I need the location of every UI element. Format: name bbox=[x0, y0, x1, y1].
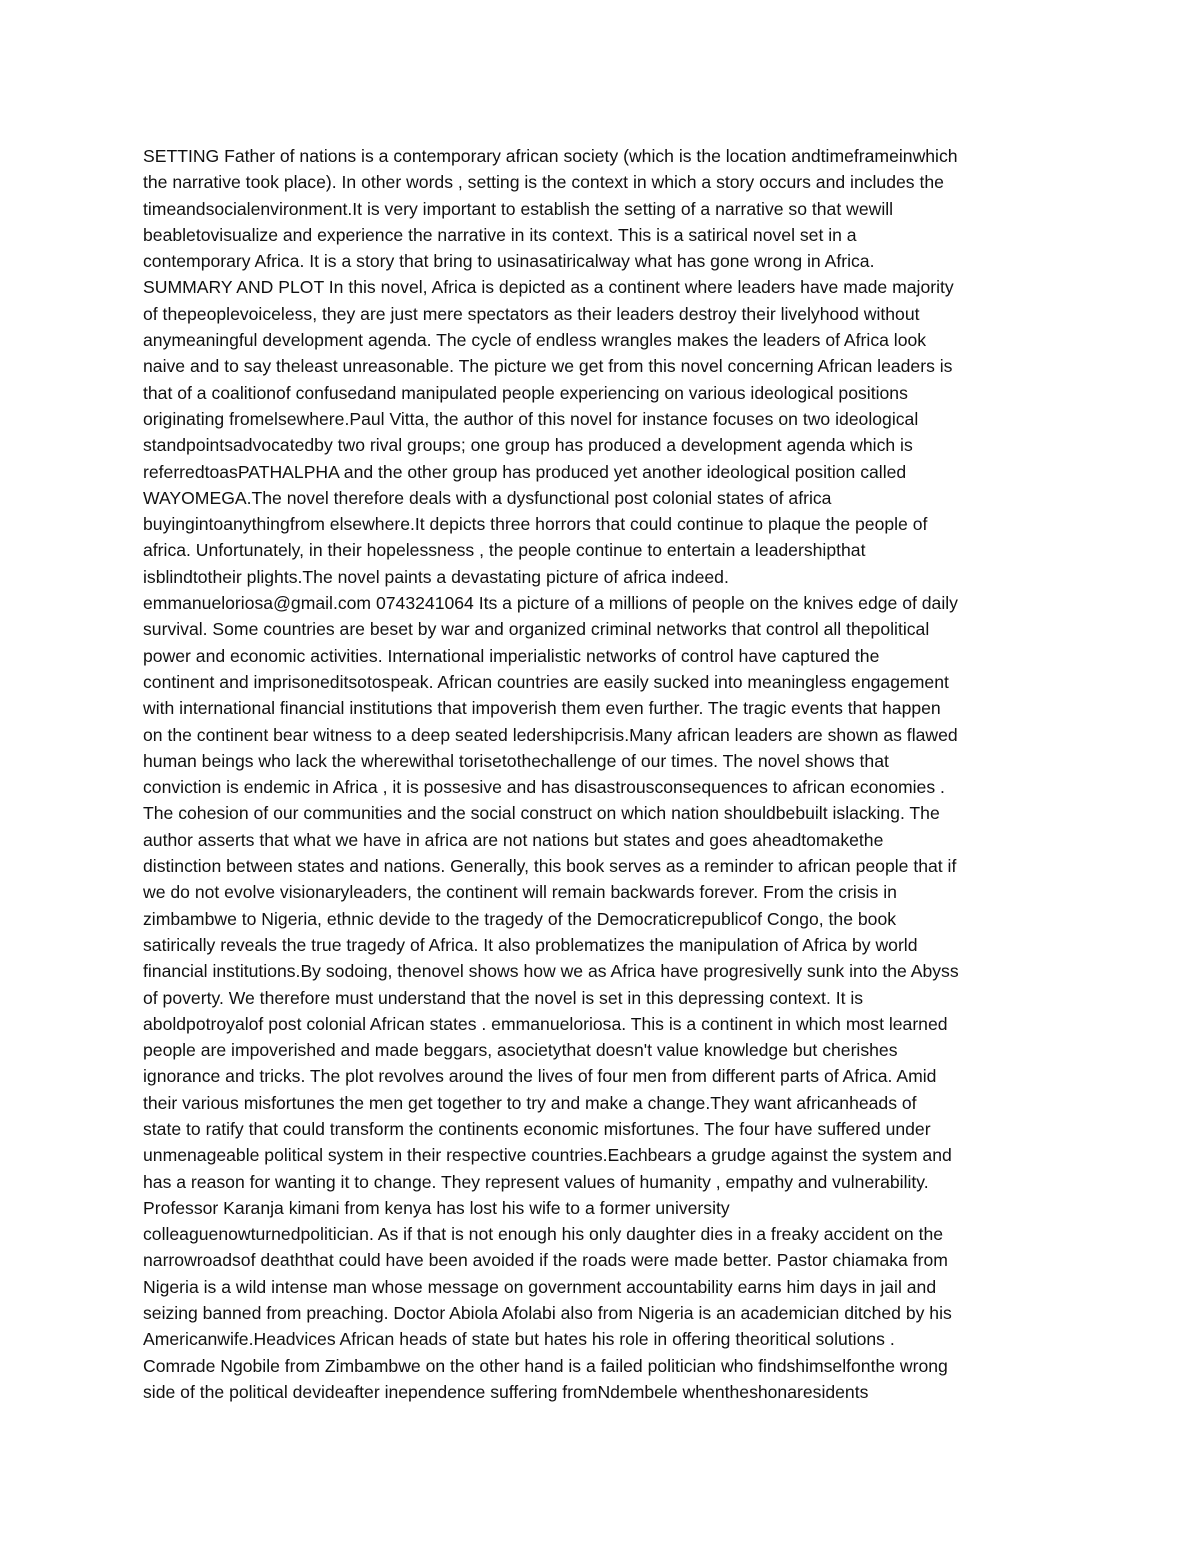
text-line: anymeaningful development agenda. The cycle of endless wrangles makes the leaders of Africa look bbox=[143, 330, 927, 351]
text-line: SETTING Father of nations is a contemporary african society (which is the location andtimeframeinwhich bbox=[143, 146, 958, 166]
text-line: with international financial institutions that impoverish them even further. The tragic events that happen bbox=[143, 698, 941, 719]
text-line: beabletovisualize and experience the narrative in its context. This is a satirical novel set in a bbox=[143, 224, 857, 245]
text-line: naive and to say theleast unreasonable. The picture we get from this novel concerning African leaders is bbox=[143, 356, 953, 377]
text-line: people are impoverished and made beggars, asocietythat doesn't value knowledge but cherishes bbox=[143, 1040, 898, 1061]
text-line: narrowroadsof deaththat could have been avoided if the roads were made better. Pastor chiamaka from bbox=[143, 1250, 948, 1271]
text-line: conviction is endemic in Africa , it is possesive and has disastrousconsequences to african economies . bbox=[143, 777, 945, 798]
text-line: has a reason for wanting it to change. They represent values of humanity , empathy and vulnerability. bbox=[143, 1171, 929, 1192]
text-line: ignorance and tricks. The plot revolves around the lives of four men from different parts of Africa. Amid bbox=[143, 1066, 937, 1087]
text-line: financial institutions.By sodoing, thenovel shows how we as Africa have progresivelly sunk into the Abyss bbox=[143, 961, 959, 982]
text-line: contemporary Africa. It is a story that bring to usinasatiricalway what has gone wrong in Africa. bbox=[143, 251, 875, 272]
text-line: colleaguenowturnedpolitician. As if that is not enough his only daughter dies in a freaky accident on the bbox=[143, 1224, 944, 1245]
text-line: isblindtotheir plights.The novel paints a devastating picture of africa indeed. bbox=[143, 566, 729, 587]
text-line: survival. Some countries are beset by war and organized criminal networks that control all thepolitical bbox=[143, 619, 930, 640]
text-line: satirically reveals the true tragedy of Africa. It also problematizes the manipulation of Africa by world bbox=[143, 934, 918, 955]
text-line: Comrade Ngobile from Zimbambwe on the other hand is a failed politician who findshimselfonthe wrong bbox=[143, 1355, 948, 1376]
text-line: side of the political devideafter inependence suffering fromNdembele whentheshonaresidents bbox=[143, 1381, 869, 1402]
text-line: referredtoasPATHALPHA and the other group has produced yet another ideological position called bbox=[143, 461, 907, 482]
text-line: their various misfortunes the men get together to try and make a change.They want africanheads of bbox=[143, 1092, 917, 1113]
text-line: SUMMARY AND PLOT In this novel, Africa is depicted as a continent where leaders have made majority bbox=[143, 277, 954, 298]
text-line: standpointsadvocatedby two rival groups; one group has produced a development agenda which is bbox=[143, 435, 913, 456]
text-line: originating fromelsewhere.Paul Vitta, the author of this novel for instance focuses on two ideological bbox=[143, 408, 919, 429]
text-line: unmenageable political system in their respective countries.Eachbears a grudge against the system and bbox=[143, 1145, 952, 1166]
body-text bbox=[143, 143, 1073, 1405]
text-line: author asserts that what we have in africa are not nations but states and goes aheadtomakethe bbox=[143, 829, 884, 850]
text-line: distinction between states and nations. Generally, this book serves as a reminder to african people that if bbox=[143, 856, 957, 877]
text-line: that of a coalitionof confusedand manipulated people experiencing on various ideological positions bbox=[143, 382, 908, 403]
text-line: Nigeria is a wild intense man whose message on government accountability earns him days in jail and bbox=[143, 1276, 937, 1297]
text-line: the narrative took place). In other words , setting is the context in which a story occurs and includes the bbox=[143, 172, 944, 193]
text-line: we do not evolve visionaryleaders, the continent will remain backwards forever. From the crisis in bbox=[143, 882, 897, 903]
text-line: emmanueloriosa@gmail.com 0743241064 Its a picture of a millions of people on the knives edge of daily bbox=[143, 593, 958, 614]
text-line: state to ratify that could transform the continents economic misfortunes. The four have suffered under bbox=[143, 1118, 931, 1139]
text-line: seizing banned from preaching. Doctor Abiola Afolabi also from Nigeria is an academician ditched by his bbox=[143, 1303, 952, 1324]
text-line: of poverty. We therefore must understand that the novel is set in this depressing context. It is bbox=[143, 987, 864, 1008]
text-line: The cohesion of our communities and the social construct on which nation shouldbebuilt islacking. The bbox=[143, 803, 940, 824]
text-line: Professor Karanja kimani from kenya has lost his wife to a former university bbox=[143, 1197, 730, 1218]
text-line: on the continent bear witness to a deep seated ledershipcrisis.Many african leaders are shown as flawed bbox=[143, 724, 958, 745]
text-line: africa. Unfortunately, in their hopelessness , the people continue to entertain a leadershipthat bbox=[143, 540, 866, 561]
text-line: zimbambwe to Nigeria, ethnic devide to the tragedy of the Democraticrepublicof Congo, the book bbox=[143, 908, 897, 929]
text-line: continent and imprisoneditsotospeak. African countries are easily sucked into meaningless engagement bbox=[143, 671, 949, 692]
text-line: aboldpotroyalof post colonial African states . emmanueloriosa. This is a continent in which most learned bbox=[143, 1013, 948, 1034]
text-line: timeandsocialenvironment.It is very important to establish the setting of a narrative so that wewill bbox=[143, 198, 894, 219]
text-line: buyingintoanythingfrom elsewhere.It depicts three horrors that could continue to plaque the people of bbox=[143, 514, 928, 535]
text-line: human beings who lack the wherewithal torisetothechallenge of our times. The novel shows that bbox=[143, 750, 889, 771]
text-line: power and economic activities. International imperialistic networks of control have captured the bbox=[143, 645, 880, 666]
text-line: Americanwife.Headvices African heads of state but hates his role in offering theoritical solutions . bbox=[143, 1329, 895, 1350]
text-line: of thepeoplevoiceless, they are just mere spectators as their leaders destroy their livelyhood without bbox=[143, 303, 920, 324]
text-line: WAYOMEGA.The novel therefore deals with a dysfunctional post colonial states of africa bbox=[143, 487, 832, 508]
